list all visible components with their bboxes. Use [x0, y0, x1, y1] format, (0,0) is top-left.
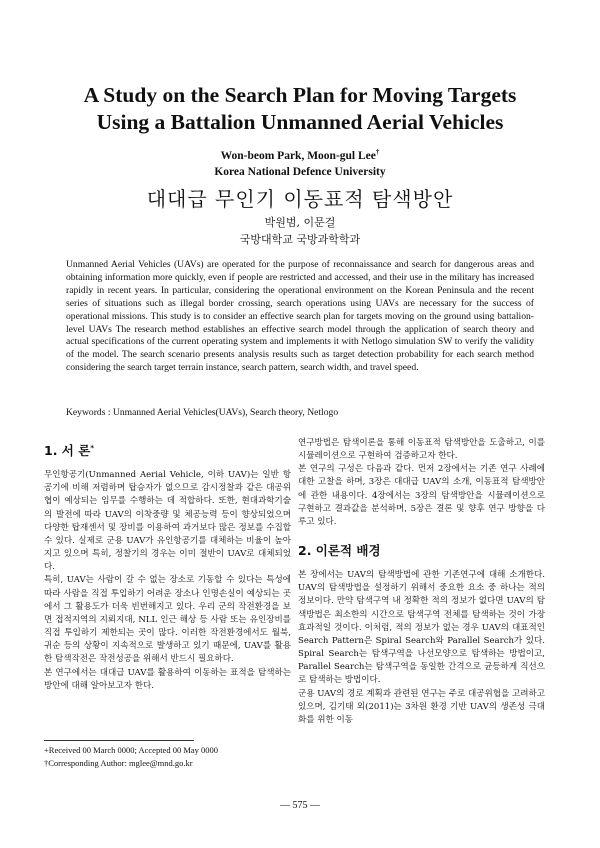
abstract-text: Unmanned Aerial Vehicles (UAVs) are operated for the purpose of reconnaissance and search for dangerous areas and obtaining information more quickly, even if people are restricted and accessed, and their use in the military has increased rapidly in recent years. In particular, considering the operational environment on the Korean Peninsula and the recent series of situations such as illegal border crossing, search operations using UAVs are necessary for the success of operational missions. This study is to consider an effective search plan for targets moving on the ground using battalion-level UAVs The research method establishes an effective search model through the application of search theory and actual specifications of the current operating system and implements it with Netlogo simulation SW to verify the validity of the model. The search scenario presents analysis results such as target detection probability for each search method considering the search target terrain instance, search pattern, search width, and travel speed. — [66, 259, 534, 374]
paper-title-kr: 대대급 무인기 이동표적 탐색방안 — [146, 187, 454, 211]
section-1-paragraph: 본 연구의 구성은 다음과 같다. 먼저 2장에서는 기존 연구 사례에 대한 고찰을 하며, 3장은 대대급 UAV의 소개, 이동표적 탐색방안에 관한 내용이다. 4장에서는 3장의 탐색방안을 시뮬레이션으로 구현하고 결과값을 분석하며, 5장은 결론 및 향후 연구 방향을 다루고 있다. — [298, 464, 545, 527]
section-1-heading: 1. 서 론* — [44, 443, 94, 459]
section-1-paragraph: 무인항공기(Unmanned Aerial Vehicle, 이하 UAV)는 일반 항공기에 비해 저렴하며 탑승자가 없으므로 감시정찰과 같은 대공위협이 예상되는 임무를 수행하는 데 적합하다. 또한, 현대과학기술의 발전에 따라 UAV의 이착중량 및 체공능력 등이 향상되었으며 다양한 탑재센서 및 장비를 이용하여 과거보다 많은 정보를 수집할 수 있다. 실제로 군용 UAV가 유인항공기를 대체하는 비율이 높아지고 있으며 특히, 정찰기의 경우는 이미 절반이 UAV로 대체되었다. — [44, 470, 291, 573]
paper-title-en — [40, 82, 560, 136]
page-number: — 575 — — [280, 800, 320, 811]
authors-block-en — [40, 144, 560, 180]
abstract — [66, 259, 534, 375]
section-1-paragraph: 연구방법은 탐색이론을 통해 이동표적 탐색방안을 도출하고, 이를 시뮬레이션으로 구현하여 검증하고자 한다. — [298, 438, 545, 462]
affiliation-kr: 국방대학교 국방과학학과 — [239, 233, 361, 246]
title-line-1: A Study on the Search Plan for Moving Targets — [83, 83, 517, 107]
footnote-corresponding: †Corresponding Author: mglee@mnd.go.kr — [44, 758, 193, 768]
right-column — [298, 437, 545, 727]
section-1-paragraph: 특히, UAV는 사람이 갈 수 없는 장소로 기동할 수 있다는 특성에 따라 사람을 직접 투입하기 어려운 장소나 인명손실이 예상되는 곳에서 그 활용도가 더욱 빈번해지고 있다. 우리 군의 작전환경을 보면 접적지역의 지뢰지대, NLL 인근 해상 등 사람 또는 유인장비를 직접 투입하기 제한되는 곳이 많다. 이러한 작전환경에서도 월북, 귀순 등의 상황이 지속적으로 발생하고 있기 때문에, UAV를 활용한 탐색작전은 작전성공을 위해서 반드시 필요하다. — [44, 575, 291, 665]
title-line-2: Using a Battalion Unmanned Aerial Vehicles — [96, 110, 504, 134]
left-column — [44, 434, 291, 693]
corresponding-mark: † — [375, 148, 380, 156]
section-2-paragraph: 군용 UAV의 경로 계획과 관련된 연구는 주로 대공위협을 고려하고 있으며, 김기태 외(2011)는 3차원 환경 기반 UAV의 생존성 극대화를 위한 이동 — [298, 688, 545, 725]
section-1-paragraph: 본 연구에서는 대대급 UAV를 활용하여 이동하는 표적을 탐색하는 방안에 대해 알아보고자 한다. — [44, 667, 291, 691]
keywords: Keywords : Unmanned Aerial Vehicles(UAVs), Search theory, Netlogo — [66, 407, 339, 418]
section-2-paragraph: 본 장에서는 UAV의 탐색방법에 관한 기존연구에 대해 소개한다. UAV의 탐색방법을 설정하기 위해서 중요한 요소 중 하나는 적의 정보이다. 만약 탐색구역 내 정확한 적의 정보가 없다면 UAV의 탐색방법은 최소한의 시간으로 탐색구역 전체를 탐색하는 것이 가장 효과적일 것이다. 이처럼, 적의 정보가 없는 경우 UAV의 대표적인 Search Pattern은 Spiral Search와 Parallel Search가 있다. Spiral Search는 탐색구역을 나선모양으로 탐색하는 방법이고, Parallel Search는 탐색구역을 동일한 간격으로 균등하게 직선으로 탐색하는 방법이다. — [298, 570, 545, 686]
author-names-kr: 박원범, 이문걸 — [264, 216, 336, 229]
footnote-received: +Received 00 March 0000; Accepted 00 May 0000 — [44, 745, 219, 755]
authors-block-kr — [40, 214, 560, 248]
author-names-en: Won-beom Park, Moon-gul Lee† — [220, 148, 380, 162]
affiliation-en: Korea National Defence University — [214, 165, 386, 178]
section-2-heading: 2. 이론적 배경 — [298, 543, 381, 559]
footnote-divider — [44, 740, 194, 741]
footnotes — [44, 744, 294, 770]
